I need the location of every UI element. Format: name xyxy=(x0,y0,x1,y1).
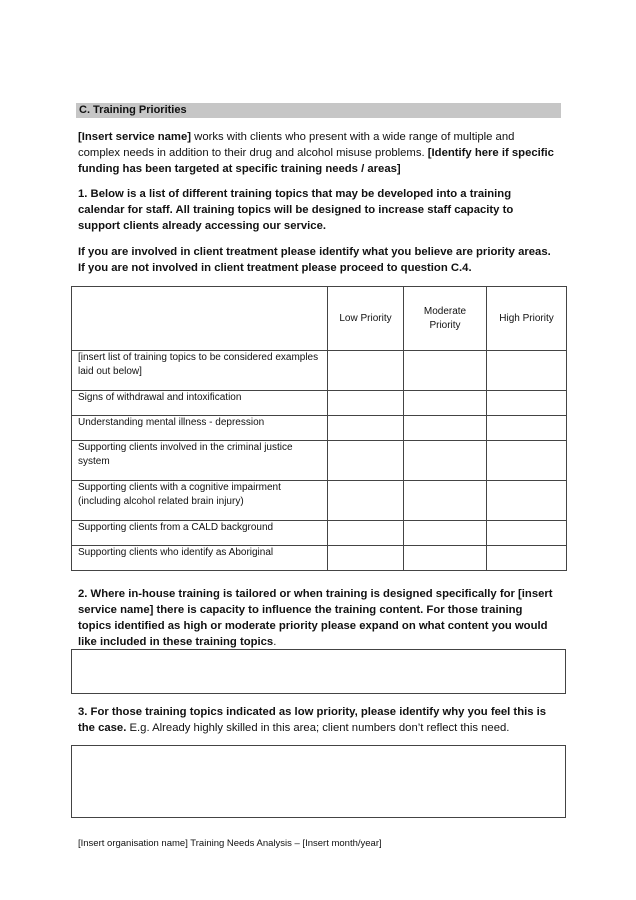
low-priority-cell[interactable] xyxy=(328,351,404,391)
question-2-answer-box[interactable] xyxy=(71,649,566,694)
table-row xyxy=(72,521,567,546)
topic-cell: Understanding mental illness - depression xyxy=(72,416,328,441)
moderate-priority-header: Moderate Priority xyxy=(404,287,487,351)
question-3-answer-box[interactable] xyxy=(71,745,566,818)
high-priority-cell[interactable] xyxy=(487,416,567,441)
intro-text: works with clients who present with a wide range of multiple and complex needs in addition to their drug and alcohol misuse problems. xyxy=(78,131,515,159)
intro-paragraph xyxy=(78,129,558,177)
topic-cell: Supporting clients involved in the criminal justice system xyxy=(72,441,328,481)
table-header-row xyxy=(72,287,567,351)
low-priority-cell[interactable] xyxy=(328,546,404,571)
topic-cell: Signs of withdrawal and intoxification xyxy=(72,391,328,416)
low-priority-cell[interactable] xyxy=(328,416,404,441)
moderate-priority-cell[interactable] xyxy=(404,521,487,546)
question-2-tail: . xyxy=(273,636,277,648)
moderate-priority-cell[interactable] xyxy=(404,481,487,521)
question-2-text: 2. Where in-house training is tailored or when training is designed specifically for [insert service name] there is capacity to influence the training content. For those training topics identified as high or moderate priority please expand on what content you would like included in these training topics xyxy=(78,588,553,648)
low-priority-cell[interactable] xyxy=(328,441,404,481)
low-priority-cell[interactable] xyxy=(328,481,404,521)
table-row xyxy=(72,441,567,481)
low-priority-header: Low Priority xyxy=(328,287,404,351)
high-priority-cell[interactable] xyxy=(487,351,567,391)
topic-column-header xyxy=(72,287,328,351)
question-1-note: If you are involved in client treatment please identify what you believe are priority areas. If you are not involved in client treatment please proceed to question C.4. xyxy=(78,246,551,274)
table-row xyxy=(72,481,567,521)
high-priority-cell[interactable] xyxy=(487,521,567,546)
topic-cell: [insert list of training topics to be considered examples laid out below] xyxy=(72,351,328,391)
high-priority-cell[interactable] xyxy=(487,546,567,571)
moderate-priority-cell[interactable] xyxy=(404,351,487,391)
moderate-priority-cell[interactable] xyxy=(404,391,487,416)
funding-placeholder: [Identify here if specific funding has been targeted at specific training needs / areas] xyxy=(78,147,554,175)
training-priorities-table xyxy=(71,286,567,571)
page-footer: [Insert organisation name] Training Needs Analysis – [Insert month/year] xyxy=(78,838,382,849)
table-row xyxy=(72,546,567,571)
table-row xyxy=(72,416,567,441)
service-name-placeholder: [Insert service name] xyxy=(78,131,192,143)
section-heading: C. Training Priorities xyxy=(76,103,561,118)
question-3-text: 3. For those training topics indicated as low priority, please identify why you feel this is the case. xyxy=(78,706,547,734)
topic-cell: Supporting clients from a CALD background xyxy=(72,521,328,546)
high-priority-cell[interactable] xyxy=(487,441,567,481)
low-priority-cell[interactable] xyxy=(328,391,404,416)
table-row xyxy=(72,391,567,416)
question-3-tail: E.g. Already highly skilled in this area; client numbers don’t reflect this need. xyxy=(126,722,510,734)
moderate-priority-cell[interactable] xyxy=(404,416,487,441)
high-priority-cell[interactable] xyxy=(487,391,567,416)
question-2 xyxy=(78,586,558,650)
moderate-priority-cell[interactable] xyxy=(404,441,487,481)
topic-cell: Supporting clients who identify as Aboriginal xyxy=(72,546,328,571)
table-row xyxy=(72,351,567,391)
high-priority-cell[interactable] xyxy=(487,481,567,521)
question-3 xyxy=(78,704,558,736)
question-1: 1. Below is a list of different training topics that may be developed into a training calendar for staff. All training topics will be designed to increase staff capacity to support clients already accessing our service. xyxy=(78,188,514,232)
high-priority-header: High Priority xyxy=(487,287,567,351)
topic-cell: Supporting clients with a cognitive impairment (including alcohol related brain injury) xyxy=(72,481,328,521)
moderate-priority-cell[interactable] xyxy=(404,546,487,571)
low-priority-cell[interactable] xyxy=(328,521,404,546)
